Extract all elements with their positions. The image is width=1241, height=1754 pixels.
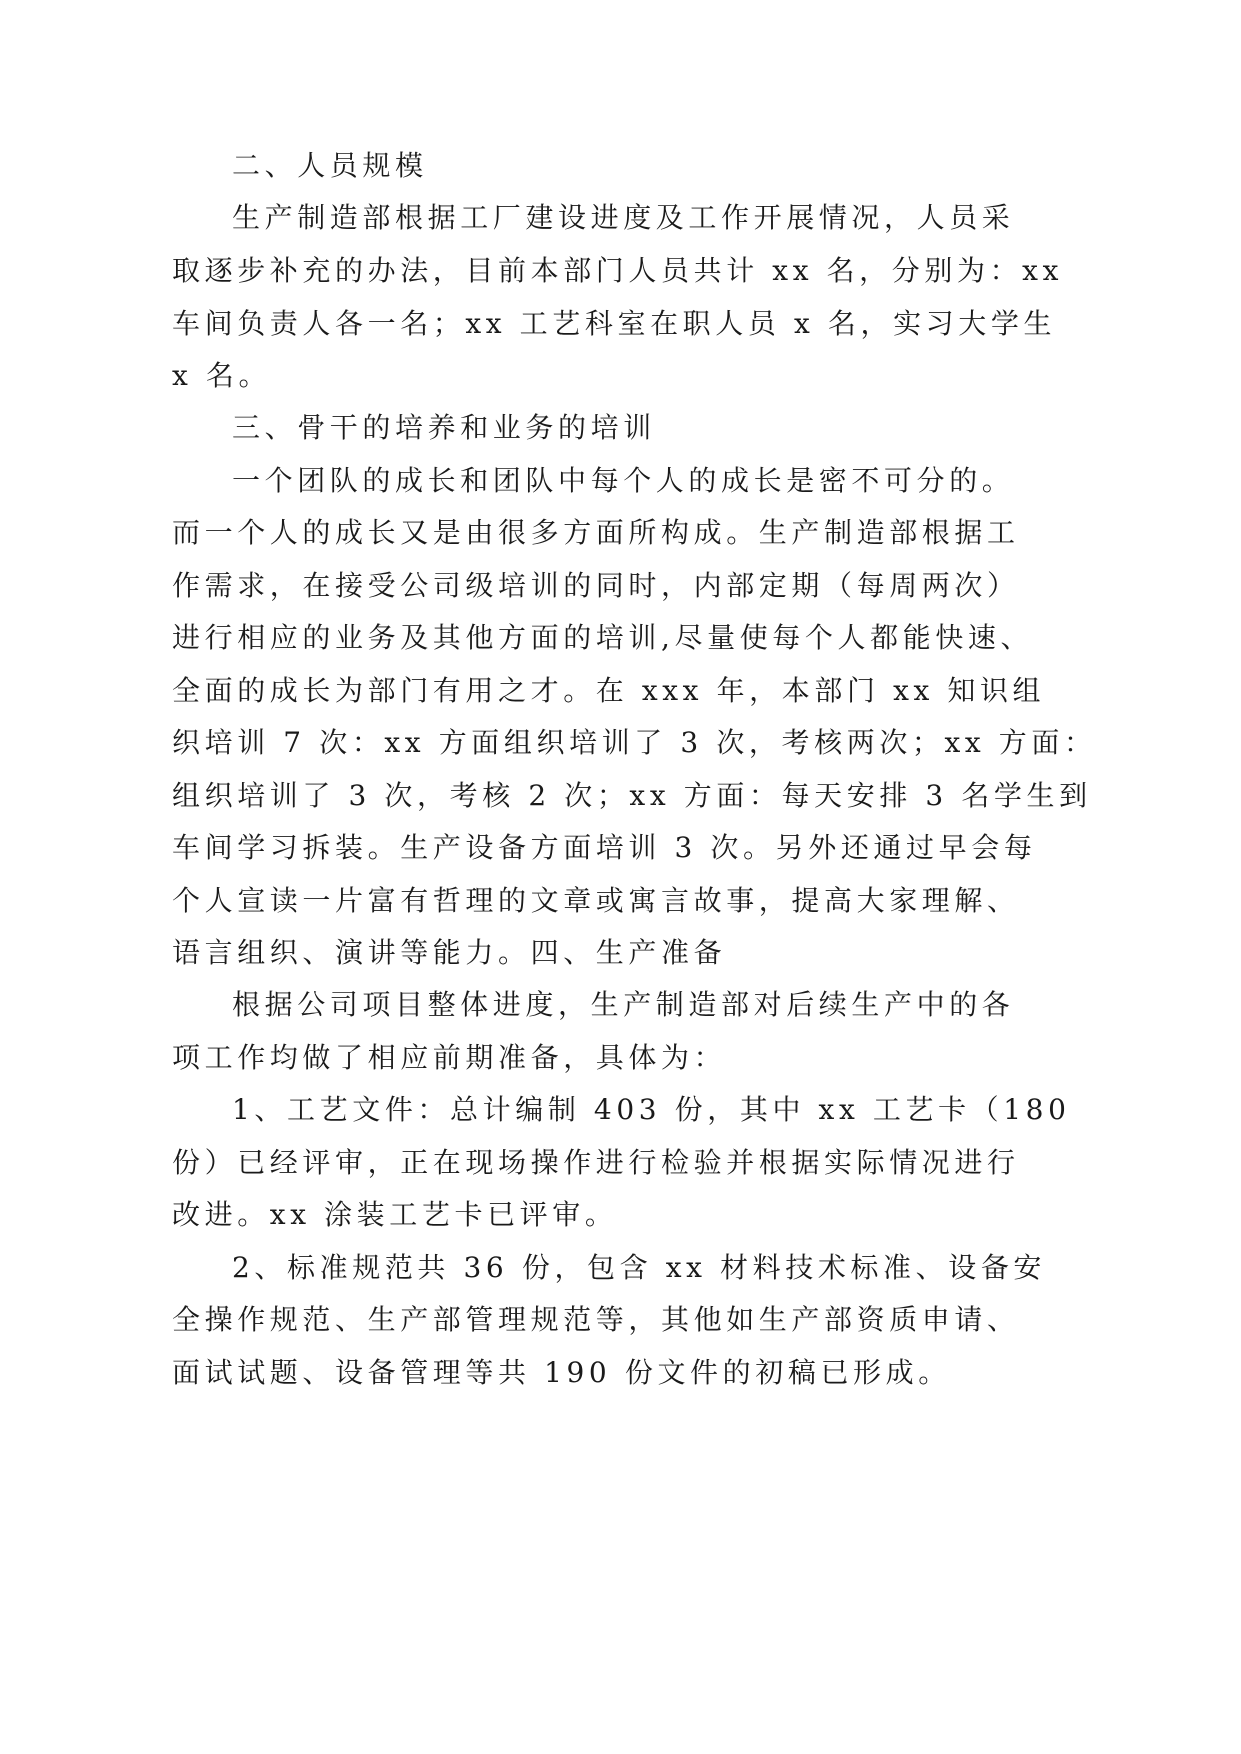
paragraph-line: 组织培训了 3 次，考核 2 次；xx 方面：每天安排 3 名学生到 bbox=[172, 779, 1092, 812]
paragraph-line: 车间学习拆装。生产设备方面培训 3 次。另外还通过早会每 bbox=[172, 831, 1037, 864]
section-heading-training: 三、骨干的培养和业务的培训 bbox=[232, 411, 656, 444]
list-item-process-docs: 1、工艺文件：总计编制 403 份，其中 xx 工艺卡（180 bbox=[232, 1093, 1071, 1126]
paragraph-line: 份）已经评审，正在现场操作进行检验并根据实际情况进行 bbox=[172, 1146, 1020, 1179]
paragraph-line: 而一个人的成长又是由很多方面所构成。生产制造部根据工 bbox=[172, 516, 1020, 549]
paragraph-line: 全操作规范、生产部管理规范等，其他如生产部资质申请、 bbox=[172, 1303, 1020, 1336]
paragraph-line: 进行相应的业务及其他方面的培训,尽量使每个人都能快速、 bbox=[172, 621, 1034, 654]
paragraph-line: 织培训 7 次：xx 方面组织培训了 3 次，考核两次；xx 方面： bbox=[172, 726, 1097, 759]
paragraph-line: x 名。 bbox=[172, 359, 272, 392]
paragraph-line: 语言组织、演讲等能力。四、生产准备 bbox=[172, 936, 727, 969]
paragraph-line: 面试试题、设备管理等共 190 份文件的初稿已形成。 bbox=[172, 1356, 951, 1389]
paragraph-line: 个人宣读一片富有哲理的文章或寓言故事，提高大家理解、 bbox=[172, 884, 1020, 917]
paragraph-line: 作需求，在接受公司级培训的同时，内部定期（每周两次） bbox=[172, 569, 1020, 602]
paragraph-line: 改进。xx 涂装工艺卡已评审。 bbox=[172, 1198, 618, 1231]
paragraph-line: 根据公司项目整体进度，生产制造部对后续生产中的各 bbox=[232, 988, 1015, 1021]
paragraph-line: 一个团队的成长和团队中每个人的成长是密不可分的。 bbox=[232, 464, 1015, 497]
paragraph-line: 车间负责人各一名；xx 工艺科室在职人员 x 名，实习大学生 bbox=[172, 307, 1057, 340]
section-heading-staff-scale: 二、人员规模 bbox=[232, 149, 428, 182]
list-item-standards: 2、标准规范共 36 份，包含 xx 材料技术标准、设备安 bbox=[232, 1251, 1047, 1284]
paragraph-line: 全面的成长为部门有用之才。在 xxx 年，本部门 xx 知识组 bbox=[172, 674, 1046, 707]
paragraph-line: 取逐步补充的办法，目前本部门人员共计 xx 名，分别为：xx bbox=[172, 254, 1063, 287]
paragraph-line: 生产制造部根据工厂建设进度及工作开展情况，人员采 bbox=[232, 201, 1015, 234]
paragraph-line: 项工作均做了相应前期准备，具体为： bbox=[172, 1041, 727, 1074]
